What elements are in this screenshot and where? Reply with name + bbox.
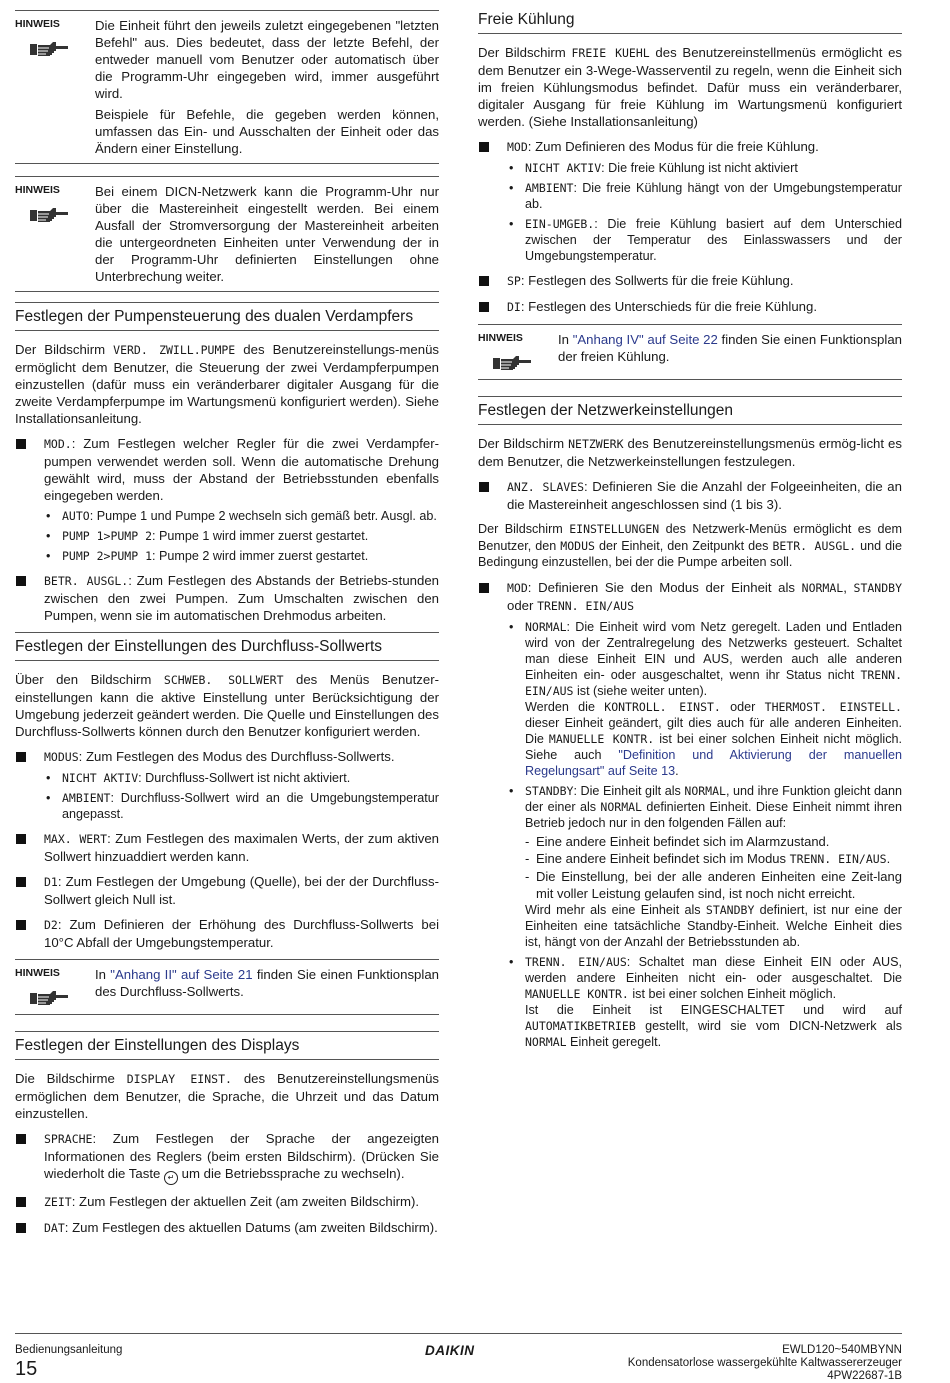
list-item: ANZ. SLAVES: Definieren Sie die Anzahl der Folgeeinheiten, die an die Mastereinheit angeschlossen sind (1 bis 3). bbox=[478, 478, 902, 513]
list-item: • NICHT AKTIV: Die freie Kühlung ist nicht aktiviert bbox=[507, 160, 902, 176]
note-label: HINWEIS bbox=[15, 967, 60, 979]
bullet-list bbox=[478, 478, 902, 513]
note-box bbox=[15, 959, 439, 1015]
paragraph: Der Bildschirm FREIE KUEHL des Benutzereinstellmenüs ermöglicht es dem Benutzer ein 3-Wege-Wasserventil zu regeln, wenn die Einheit sich im freien Kühlungsmodus befindet. Dafür muss ein veränderbarer, digitaler Ausgang für freie Kühlung im Wartungsmenü konfiguriert werden. (Siehe Installationsanleitung) bbox=[478, 45, 902, 129]
pointing-hand-icon bbox=[29, 986, 69, 1008]
page-number: 15 bbox=[15, 1358, 38, 1380]
list-item: - Eine andere Einheit befindet sich im Alarmzustand. bbox=[525, 833, 902, 850]
list-item: BETR. AUSGL.: Zum Festlegen des Abstands der Betriebs-stunden zwischen den zwei Pumpen. Zum Umschalten zwischen den Pumpen, wenn sie im automatischen Drehmodus arbeiten. bbox=[15, 572, 439, 624]
bullet-list bbox=[478, 579, 902, 1050]
list-item: • PUMP 1>PUMP 2: Pumpe 1 wird immer zuerst gestartet. bbox=[44, 528, 439, 544]
list-item: • NORMAL: Die Einheit wird vom Netz geregelt. Laden und Entladen wird von der Zentralregelung des Netzwerks gesteuert. Schaltet man diese Einheit EIN und AUS, werden auch alle anderen Einheiten ein- oder ausgeschaltet, wenn ihr Status nicht TRENN. EIN/AUS ist (siehe weiter unten). Werden die KONTROLL. EINST. oder THERMOST. EINSTELL. dieser Einheit geändert, gilt dies auch für alle anderen Einheiten. Die MANUELLE KONTR. ist bei einer solchen Einheit nicht möglich. Siehe auch "Definition und Aktivierung der manuellen Regelungsart" auf Seite 13. bbox=[507, 619, 902, 779]
cross-reference-link[interactable]: "Anhang IV" auf Seite 22 bbox=[572, 332, 718, 347]
list-item: MODUS: Zum Festlegen des Modus des Durchfluss-Sollwerts. • NICHT AKTIV: Durchfluss-Sollwert ist nicht aktiviert. • AMBIENT: Durchfluss-Sollwert wird an die Umgebungstemperatur angepasst. bbox=[15, 748, 439, 822]
note-text: In "Anhang II" auf Seite 21 finden Sie einen Funktionsplan des Durchfluss-Sollwerts. bbox=[95, 967, 439, 999]
list-item: • STANDBY: Die Einheit gilt als NORMAL, und ihre Funktion gleicht dann der einer als NORMAL definierten Einheit. Diese Einheit nimmt ihren Betrieb jedoch nur in den folgenden Fällen auf: - Eine andere Einheit befindet sich im Alarmzustand. - Eine andere Einheit befindet sich im Modus TRENN. EIN/AUS. - Die Einstellung, bei der alle anderen Einheiten eine Zeit-lang mit voller Leistung gelaufen sind, ist noch nicht erreicht. Wird mehr als eine Einheit als STANDBY definiert, ist nur eine der Einheiten eine tatsächliche Standby-Einheit. Welche Einheit dies ist, hängt von der Anzahl der Betriebsstunden ab. bbox=[507, 783, 902, 950]
brand-logo: DAIKIN bbox=[425, 1343, 475, 1358]
left-column bbox=[15, 10, 439, 1245]
list-item: DI: Festlegen des Unterschieds für die freie Kühlung. bbox=[478, 298, 902, 316]
list-item: ZEIT: Zum Festlegen der aktuellen Zeit (am zweiten Bildschirm). bbox=[15, 1193, 439, 1211]
list-item: • EIN-UMGEB.: Die freie Kühlung basiert auf dem Unterschied zwischen der Temperatur des Einlasswassers und der Umgebungstemperatur. bbox=[507, 216, 902, 264]
right-column bbox=[478, 6, 902, 1058]
note-text: In "Anhang IV" auf Seite 22 finden Sie einen Funktionsplan der freien Kühlung. bbox=[558, 332, 902, 364]
section-title: Festlegen der Einstellungen des Durchfluss-Sollwerts bbox=[15, 632, 439, 661]
list-item: MOD: Definieren Sie den Modus der Einheit als NORMAL, STANDBY oder TRENN. EIN/AUS • NORMAL: Die Einheit wird vom Netz geregelt. Laden und Entladen wird von der Zentralregelung des Netzwerks gesteuert. Schaltet man diese Einheit EIN und AUS, werden auch alle anderen Einheiten ein- oder ausgeschaltet, wenn ihr Status nicht TRENN. EIN/AUS ist (siehe weiter unten). Werden die KONTROLL. EINST. oder THERMOST. EINSTELL. dieser Einheit geändert, gilt dies auch für alle anderen Einheiten. Die MANUELLE KONTR. ist bei einer solchen Einheit nicht möglich. Siehe auch "Definition und Aktivierung der manuellen Regelungsart" auf Seite 13. • STANDBY: Die Einheit gilt als NORMAL, und ihre Funktion gleicht dann der einer als NORMAL definierten Einheit. Diese Einheit nimmt ihren Betrieb jedoch nur in den folgenden Fällen auf: - Eine andere Einheit befindet sich im Alarmzustand. - Eine andere Einheit befindet sich im Modus TRENN. EIN/AUS. - Die Einstellung, bei der alle anderen Einheiten eine Zeit-lang mit voller Leistung gelaufen sind, ist noch nicht erreicht. Wird mehr als eine Einheit als STANDBY definiert, ist nur eine der Einheiten eine tatsächliche Standby-Einheit. Welche Einheit dies ist, hängt von der Anzahl der Betriebsstunden ab. • TRENN. EIN/AUS: Schaltet man diese Einheit EIN oder AUS, werden andere Einheiten nicht ein- oder ausgeschaltet. Die MANUELLE KONTR. ist bei einer solchen Einheit möglich. Ist die Einheit ist EINGESCHALTET und wird auf AUTOMATIKBETRIEB gestellt, wird sie vom DICN-Netzwerk als NORMAL Einheit geregelt. bbox=[478, 579, 902, 1050]
footer-doc-type: Bedienungsanleitung bbox=[15, 1344, 123, 1356]
note-text: Bei einem DICN-Netzwerk kann die Programm-Uhr nur über die Mastereinheit eingestellt werden. Bei einem Ausfall der Stromversorgung der Mastereinheit arbeiten die untergeordneten Einheiten unter Verwendung der in der Programm-Uhr definierten Einstellungen ohne Unterbrechung weiter. bbox=[95, 184, 439, 284]
paragraph: Der Bildschirm EINSTELLUNGEN des Netzwerk-Menüs ermöglicht es dem Benutzer, den MODUS der Einheit, den Zeitpunkt des BETR. AUSGL. und die Bedingung einzustellen, bei der die Pumpe arbeiten soll. bbox=[478, 522, 903, 569]
note-label: HINWEIS bbox=[15, 184, 60, 196]
list-item: • PUMP 2>PUMP 1: Pumpe 2 wird immer zuerst gestartet. bbox=[44, 548, 439, 564]
bullet-list bbox=[478, 138, 902, 316]
list-item: SPRACHE: Zum Festlegen der Sprache der angezeigten Informationen des Reglers (beim ersten Bildschirm). (Drücken Sie wiederholt die Taste ↵ um die Betriebssprache zu wechseln). bbox=[15, 1130, 439, 1185]
section-title: Festlegen der Netzwerkeinstellungen bbox=[478, 396, 902, 425]
page-footer bbox=[15, 1333, 902, 1382]
bullet-list bbox=[15, 748, 439, 951]
note-box bbox=[15, 176, 439, 292]
list-item: MOD: Zum Definieren des Modus für die freie Kühlung. • NICHT AKTIV: Die freie Kühlung ist nicht aktiviert • AMBIENT: Die freie Kühlung hängt von der Umgebungstemperatur ab. • EIN-UMGEB.: Die freie Kühlung basiert auf dem Unterschied zwischen der Temperatur des Einlasswassers und der Umgebungstemperatur. bbox=[478, 138, 902, 264]
list-item: • TRENN. EIN/AUS: Schaltet man diese Einheit EIN oder AUS, werden andere Einheiten nicht ein- oder ausgeschaltet. Die MANUELLE KONTR. ist bei einer solchen Einheit möglich. Ist die Einheit ist EINGESCHALTET und wird auf AUTOMATIKBETRIEB gestellt, wird sie vom DICN-Netzwerk als NORMAL Einheit geregelt. bbox=[507, 954, 902, 1050]
note-label: HINWEIS bbox=[478, 332, 523, 344]
list-item: DAT: Zum Festlegen des aktuellen Datums (am zweiten Bildschirm). bbox=[15, 1219, 439, 1237]
paragraph: Der Bildschirm NETZWERK des Benutzereinstellungsmenüs ermög-licht es dem Benutzer, die Netzwerkeinstellungen festzulegen. bbox=[478, 436, 902, 469]
list-item: MAX. WERT: Zum Festlegen des maximalen Werts, der zum aktiven Sollwert hinzuaddiert werden kann. bbox=[15, 830, 439, 865]
bullet-list bbox=[15, 435, 439, 624]
cross-reference-link[interactable]: "Definition und Aktivierung der manuellen Regelungsart" auf Seite 13 bbox=[525, 747, 902, 778]
list-item: SP: Festlegen des Sollwerts für die freie Kühlung. bbox=[478, 272, 902, 290]
list-item: • AMBIENT: Die freie Kühlung hängt von der Umgebungstemperatur ab. bbox=[507, 180, 902, 212]
section-title: Festlegen der Einstellungen des Displays bbox=[15, 1031, 439, 1060]
note-box bbox=[15, 10, 439, 164]
paragraph: Über den Bildschirm SCHWEB. SOLLWERT des Menüs Benutzer-einstellungen kann die aktive Einstellung unter Berücksichtigung der Umgebung jederzeit geändert werden. Die Quelle und Einstellungen des Durchfluss-Sollwerts können durch den Benutzer konfiguriert werden. bbox=[15, 672, 439, 739]
bullet-list bbox=[15, 1130, 439, 1237]
list-item: MOD.: Zum Festlegen welcher Regler für die zwei Verdampfer-pumpen verwendet werden soll. Wenn die automatische Drehung gewählt wird, muss der Abstand der Betriebsstunden ebenfalls eingegeben werden. • AUTO: Pumpe 1 und Pumpe 2 wechseln sich gemäß betr. Ausgl. ab. • PUMP 1>PUMP 2: Pumpe 1 wird immer zuerst gestartet. • PUMP 2>PUMP 1: Pumpe 2 wird immer zuerst gestartet. bbox=[15, 435, 439, 564]
pointing-hand-icon bbox=[492, 351, 532, 373]
list-item: • AMBIENT: Durchfluss-Sollwert wird an die Umgebungstemperatur angepasst. bbox=[44, 790, 439, 822]
note-text: Beispiele für Befehle, die gegeben werden können, umfassen das Ein- und Ausschalten der Einheit oder das Ändern einer Einstellung. bbox=[95, 107, 439, 156]
list-item: - Eine andere Einheit befindet sich im Modus TRENN. EIN/AUS. bbox=[525, 850, 902, 868]
list-item: D1: Zum Festlegen der Umgebung (Quelle), bei der der Durchfluss-Sollwert gleich Null ist. bbox=[15, 873, 439, 908]
footer-doc-number: 4PW22687-1B bbox=[827, 1370, 902, 1382]
note-text: Die Einheit führt den jeweils zuletzt eingegebenen "letzten Befehl" aus. Dies bedeutet, dass der letzte Befehl, der entweder manuell vom Benutzer oder automatisch über die Programm-Uhr eingegeben wird, immer ausgeführt wird. bbox=[95, 18, 439, 101]
cross-reference-link[interactable]: "Anhang II" auf Seite 21 bbox=[110, 967, 253, 982]
footer-model: EWLD120~540MBYNN bbox=[782, 1344, 902, 1356]
pointing-hand-icon bbox=[29, 37, 69, 59]
list-item: • AUTO: Pumpe 1 und Pumpe 2 wechseln sich gemäß betr. Ausgl. ab. bbox=[44, 508, 439, 524]
footer-product-info bbox=[628, 1344, 902, 1383]
section-title: Freie Kühlung bbox=[478, 6, 902, 34]
list-item: • NICHT AKTIV: Durchfluss-Sollwert ist nicht aktiviert. bbox=[44, 770, 439, 786]
paragraph: Der Bildschirm VERD. ZWILL.PUMPE des Benutzereinstellungs-menüs ermöglicht dem Benutzer, die Steuerung der zwei Verdampferpumpen einzustellen (dafür muss ein veränderbarer digitaler Ausgang für die zweite Verdampferpumpe im Wartungsmenü konfiguriert werden). Siehe Installationsanleitung. bbox=[15, 342, 439, 426]
section-title: Festlegen der Pumpensteuerung des dualen Verdampfers bbox=[15, 302, 439, 331]
paragraph: Die Bildschirme DISPLAY EINST. des Benutzereinstellungsmenüs ermöglichen dem Benutzer, die Sprache, die Uhrzeit und das Datum einzustellen. bbox=[15, 1071, 439, 1121]
footer-product: Kondensatorlose wassergekühlte Kaltwassererzeuger bbox=[627, 1357, 902, 1369]
note-box bbox=[478, 324, 902, 380]
list-item: - Die Einstellung, bei der alle anderen Einheiten eine Zeit-lang mit voller Leistung gelaufen sind, ist noch nicht erreicht. bbox=[525, 868, 902, 902]
pointing-hand-icon bbox=[29, 203, 69, 225]
enter-key-icon: ↵ bbox=[164, 1171, 178, 1185]
list-item: D2: Zum Definieren der Erhöhung des Durchfluss-Sollwerts bei 10°C Abfall der Umgebungstemperatur. bbox=[15, 916, 439, 951]
note-label: HINWEIS bbox=[15, 18, 60, 30]
